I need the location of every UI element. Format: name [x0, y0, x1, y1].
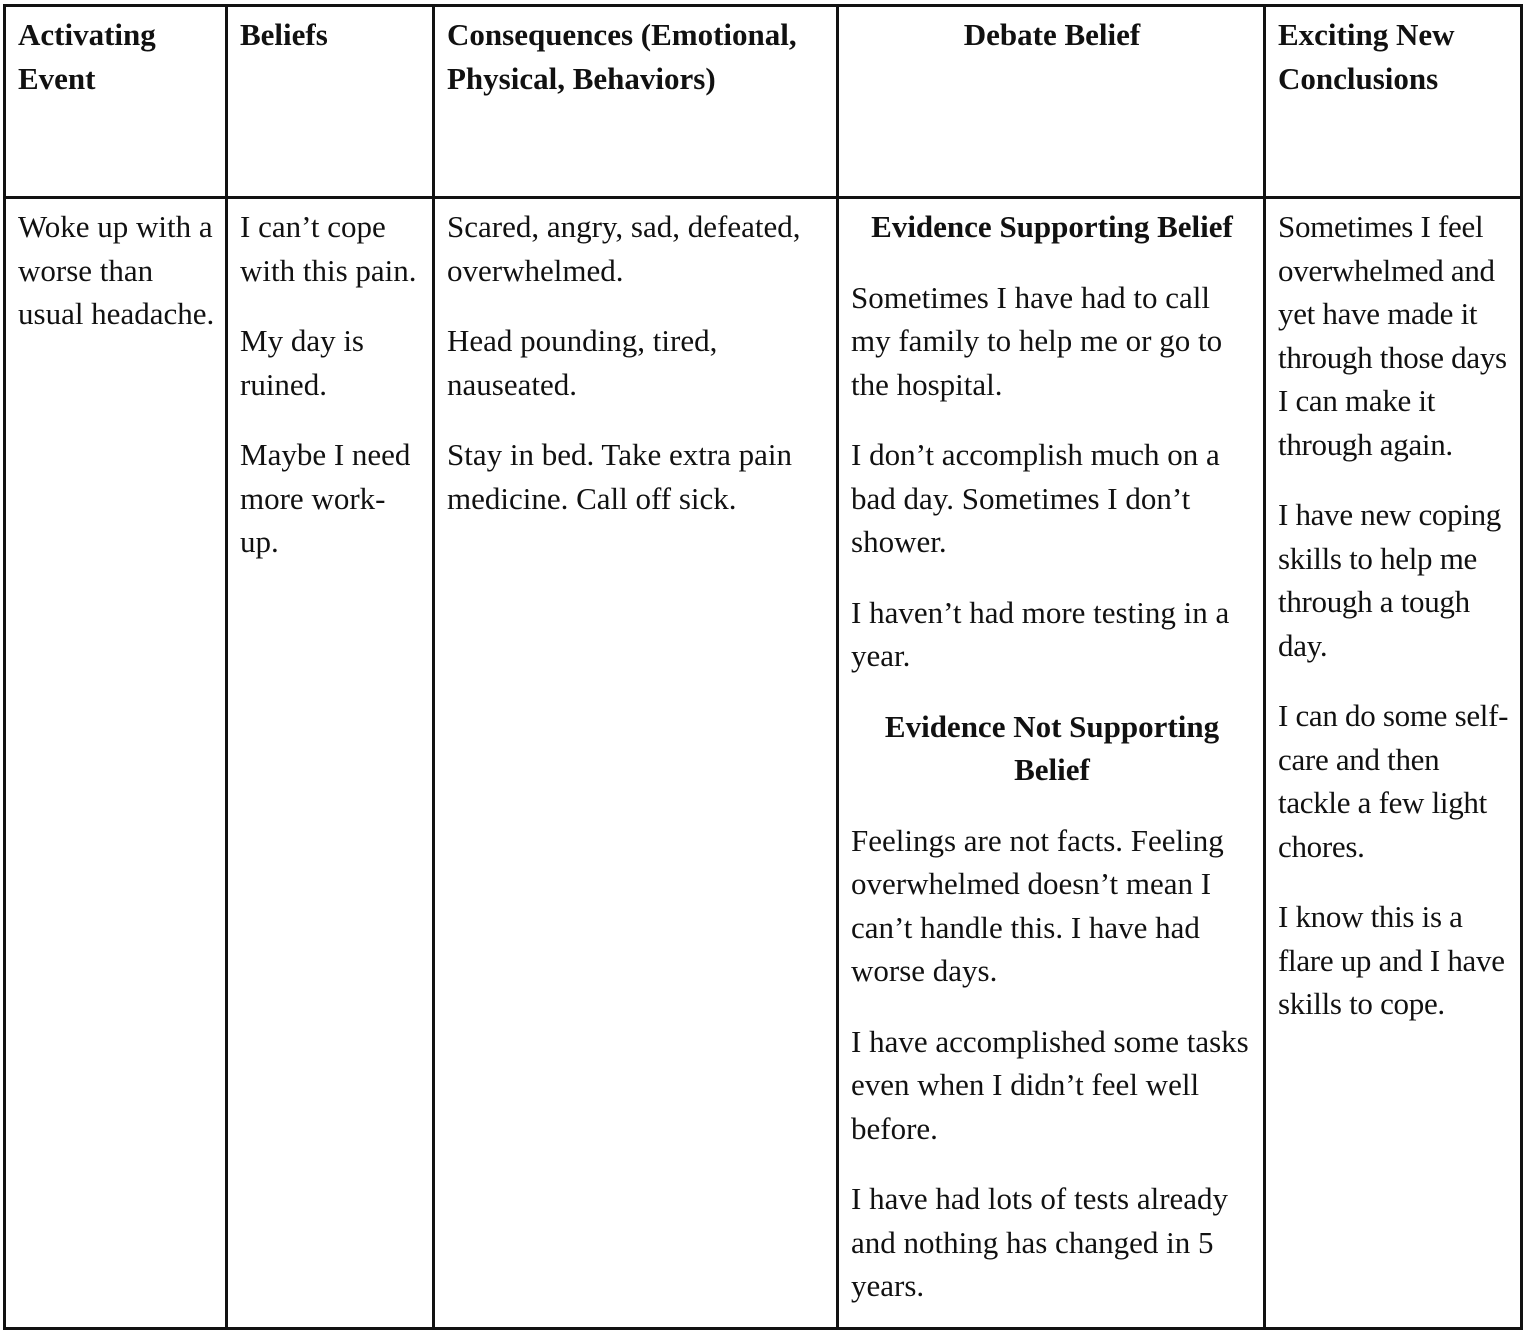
- header-beliefs: Beliefs: [227, 6, 434, 198]
- header-debate-belief: Debate Belief: [838, 6, 1265, 198]
- new-conclusions-cell: [1265, 198, 1522, 1329]
- header-consequences: Consequences (Emotional, Physical, Behaviors): [434, 6, 838, 198]
- evidence-supporting-heading: Evidence Supporting Belief: [871, 209, 1233, 244]
- conclusion-item: I know this is a flare up and I have skills to cope.: [1278, 899, 1505, 1021]
- conclusion-item: I can do some self-care and then tackle a few light chores.: [1278, 698, 1509, 864]
- consequence-item: Scared, angry, sad, defeated, overwhelmed.: [447, 209, 801, 288]
- supporting-evidence-item: I haven’t had more testing in a year.: [851, 594, 1230, 673]
- beliefs-cell: [227, 198, 434, 1329]
- not-supporting-evidence-item: Feelings are not facts. Feeling overwhelmed doesn’t mean I can’t handle this. I have had worse days.: [851, 822, 1224, 988]
- belief-item: My day is ruined.: [240, 323, 364, 402]
- header-new-conclusions: Exciting New Conclusions: [1265, 6, 1522, 198]
- header-row: [5, 6, 1522, 198]
- supporting-evidence-item: I don’t accomplish much on a bad day. Sometimes I don’t shower.: [851, 437, 1220, 559]
- header-activating-event: Activating Event: [5, 6, 227, 198]
- supporting-evidence-item: Sometimes I have had to call my family to help me or go to the hospital.: [851, 279, 1223, 402]
- abcde-worksheet-table: [3, 4, 1523, 1330]
- conclusion-item: I have new coping skills to help me through a tough day.: [1278, 497, 1502, 663]
- debate-belief-cell: [838, 198, 1265, 1329]
- conclusion-item: Sometimes I feel overwhelmed and yet have made it through those days I can make it through again.: [1278, 209, 1507, 462]
- activating-event-text: Woke up with a worse than usual headache.: [18, 209, 215, 331]
- consequences-cell: [434, 198, 838, 1329]
- activating-event-cell: [5, 198, 227, 1329]
- evidence-not-supporting-heading: Evidence Not Supporting Belief: [884, 708, 1220, 787]
- consequence-item: Stay in bed. Take extra pain medicine. Call off sick.: [447, 437, 793, 516]
- content-row: [5, 198, 1522, 1329]
- not-supporting-evidence-item: I have accomplished some tasks even when I didn’t feel well before.: [851, 1023, 1249, 1146]
- consequence-item: Head pounding, tired, nauseated.: [447, 323, 718, 402]
- belief-item: I can’t cope with this pain.: [240, 209, 417, 288]
- not-supporting-evidence-item: I have had lots of tests already and nothing has changed in 5 years.: [851, 1181, 1229, 1303]
- belief-item: Maybe I need more work-up.: [240, 437, 411, 559]
